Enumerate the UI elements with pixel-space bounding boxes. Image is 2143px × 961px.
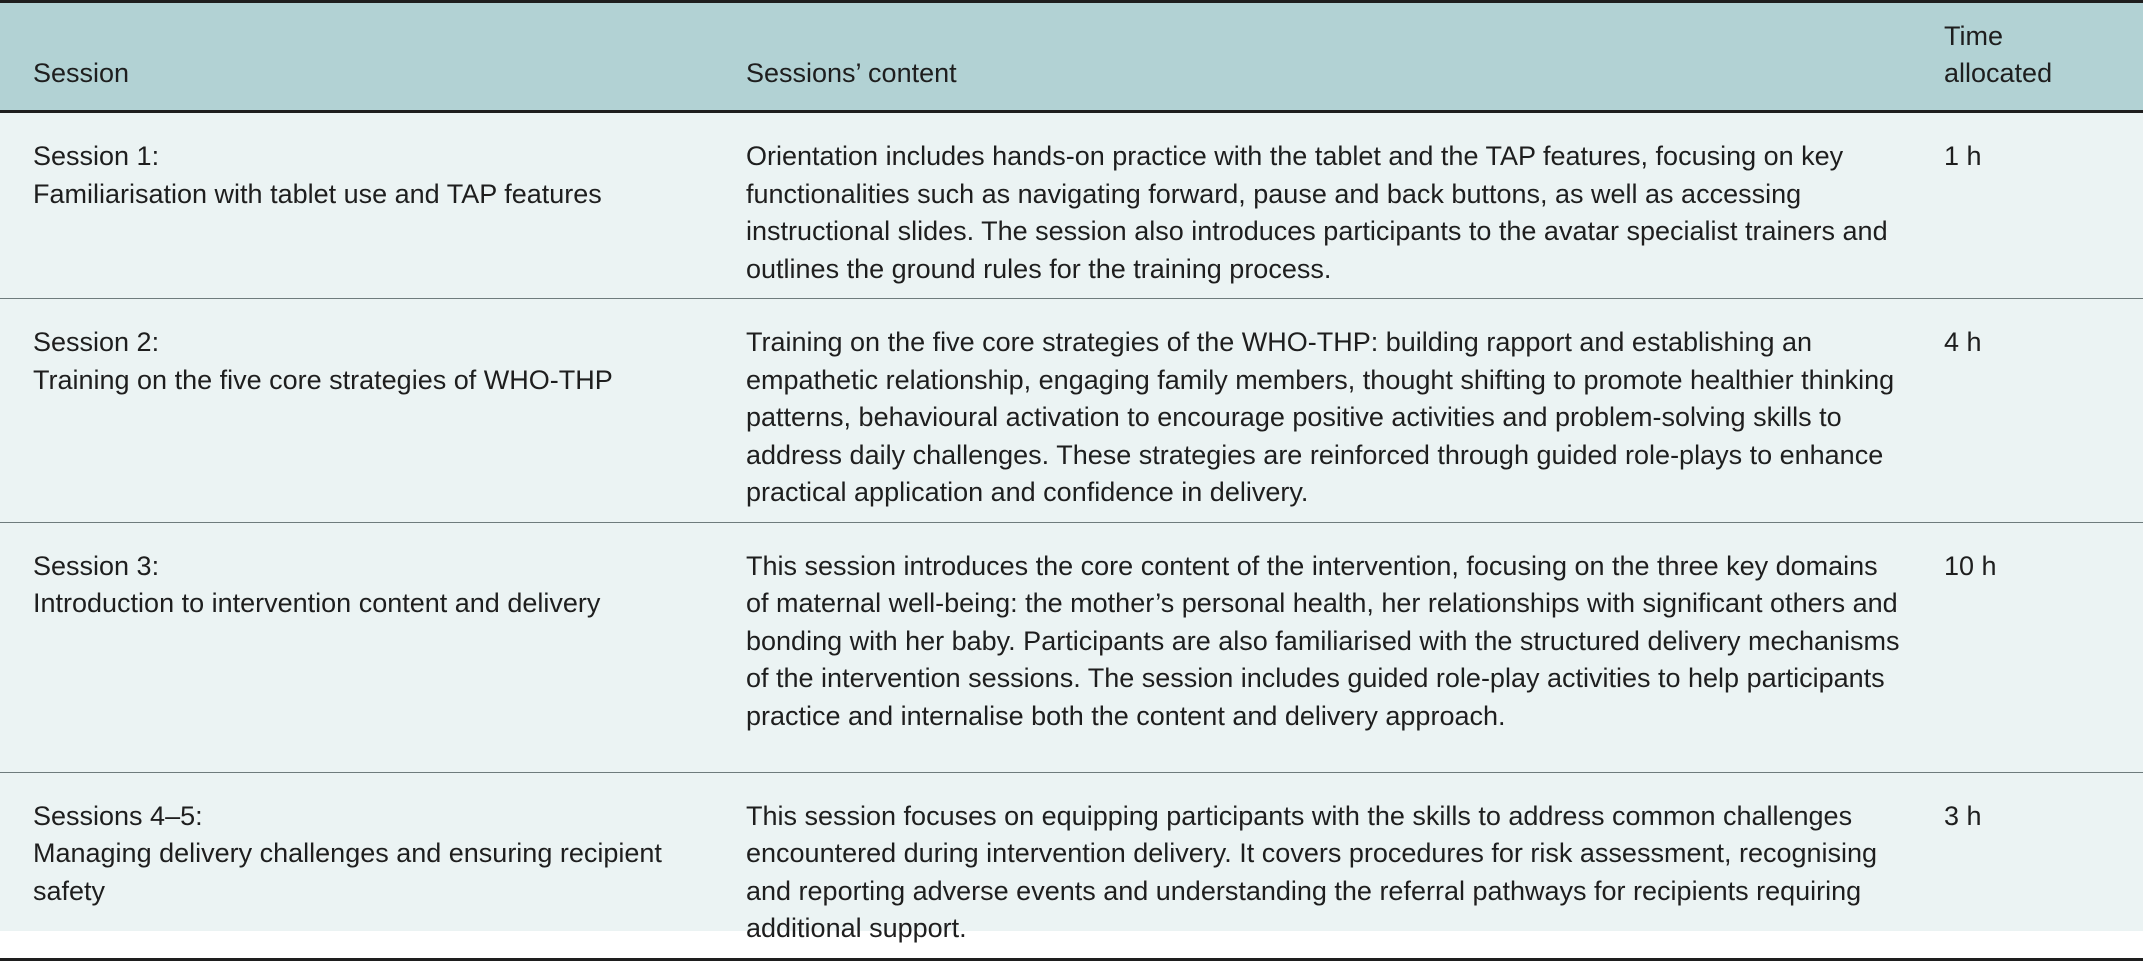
content-cell: Orientation includes hands-on practice with the tablet and the TAP features, focusing on key functionalities such as navigating forward, pause and back buttons, as well as accessing instructional slides. The session also introduces participants to the avatar specialist trainers and outlines the ground rules for the training process. [746, 141, 1888, 284]
header-time-line1: Time [1944, 21, 2003, 51]
session-number: Session 3: [33, 550, 160, 581]
table-row [0, 112, 2143, 299]
session-number: Sessions 4–5: [33, 800, 203, 831]
session-title: Introduction to intervention content and delivery [33, 588, 601, 618]
time-cell: 4 h [1944, 327, 1982, 357]
table-header [0, 2, 2143, 112]
header-time [1940, 2, 2143, 112]
header-content: Sessions’ content [746, 58, 957, 88]
table-row [0, 299, 2143, 523]
header-row [0, 2, 2143, 112]
content-cell: Training on the five core strategies of the WHO-THP: building rapport and establishing an empathetic relationship, engaging family members, thought shifting to promote healthier thinking patterns, behavioural activation to encourage positive activities and problem-solving skills to address daily challenges. These strategies are reinforced through guided role-plays to enhance practical application and confidence in delivery. [746, 327, 1895, 507]
session-cell [0, 522, 714, 772]
session-title: Managing delivery challenges and ensuring recipient safety [33, 838, 662, 906]
content-cell: This session focuses on equipping participants with the skills to address common challenges encountered during intervention delivery. It covers procedures for risk assessment, recognising and reporting adverse events and understanding the referral pathways for recipients requiring additional support. [746, 800, 1878, 943]
header-session: Session [33, 58, 130, 88]
time-cell: 3 h [1944, 800, 1982, 831]
session-cell [0, 112, 714, 299]
session-cell [0, 299, 714, 523]
time-cell: 1 h [1944, 141, 1982, 171]
table-body [0, 112, 2143, 960]
session-number: Session 1: [33, 141, 160, 171]
time-cell: 10 h [1944, 550, 1997, 581]
session-title: Familiarisation with tablet use and TAP features [33, 178, 602, 209]
session-title: Training on the five core strategies of WHO-THP [33, 364, 613, 395]
header-time-line2: allocated [1944, 58, 2053, 88]
table-row [0, 522, 2143, 772]
content-cell: This session introduces the core content of the intervention, focusing on the three key domains of maternal well-being: the mother’s personal health, her relationships with significant others and bonding with her baby. Participants are also familiarised with the structured delivery mechanisms of the intervention sessions. The session includes guided role-play activities to help participants practice and internalise both the content and delivery approach. [746, 550, 1900, 731]
session-number: Session 2: [33, 327, 160, 357]
